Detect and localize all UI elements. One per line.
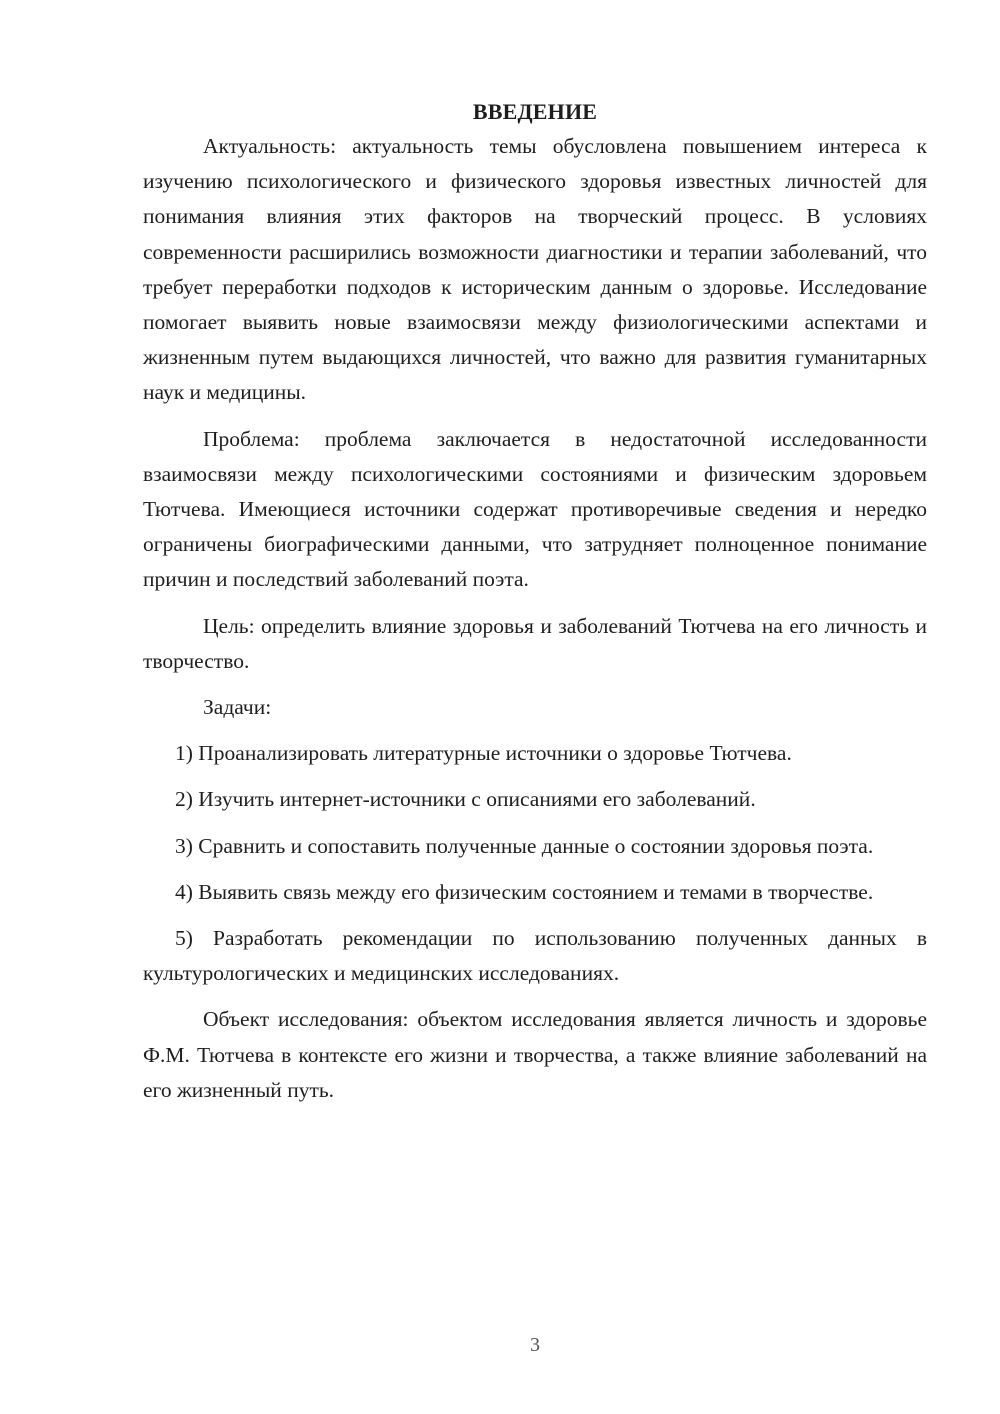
relevance-paragraph: Актуальность: актуальность темы обусловлена повышением интереса к изучению психологического и физического здоровья известных личностей для понимания влияния этих факторов на творческий процесс. В условиях современности расширились возможности диагностики и терапии заболеваний, что требует переработки подходов к историческим данным о здоровье. Исследование помогает выявить новые взаимосвязи между физиологическими аспектами и жизненным путем выдающихся личностей, что важно для развития гуманитарных наук и медицины. [143, 134, 927, 405]
goal-paragraph: Цель: определить влияние здоровья и заболеваний Тютчева на его личность и творчество. [143, 613, 927, 673]
tasks-heading: Задачи: [203, 695, 272, 720]
problem-paragraph: Проблема: проблема заключается в недостаточной исследованности взаимосвязи между психологическими состояниями и физическим здоровьем Тютчева. Имеющиеся источники содержат противоречивые сведения и нередко ограничены биографическими данными, что затрудняет полноценное понимание причин и последствий заболеваний поэта. [143, 426, 927, 592]
page-number: 3 [530, 1334, 540, 1356]
task-item-4: 4) Выявить связь между его физическим состоянием и темами в творчестве. [175, 879, 874, 904]
section-title: ВВЕДЕНИЕ [472, 99, 598, 124]
task-item-2: 2) Изучить интернет-источники с описаниями его заболеваний. [175, 787, 756, 812]
task-item-1: 1) Проанализировать литературные источники о здоровье Тютчева. [175, 741, 792, 766]
document-page [143, 94, 927, 1108]
task-item-5: 5) Разработать рекомендации по использованию полученных данных в культурологических и медицинских исследованиях. [143, 926, 927, 986]
object-paragraph: Объект исследования: объектом исследования является личность и здоровье Ф.М. Тютчева в контексте его жизни и творчества, а также влияние заболеваний на его жизненный путь. [143, 1007, 927, 1102]
task-item-3: 3) Сравнить и сопоставить полученные данные о состоянии здоровья поэта. [175, 833, 874, 858]
